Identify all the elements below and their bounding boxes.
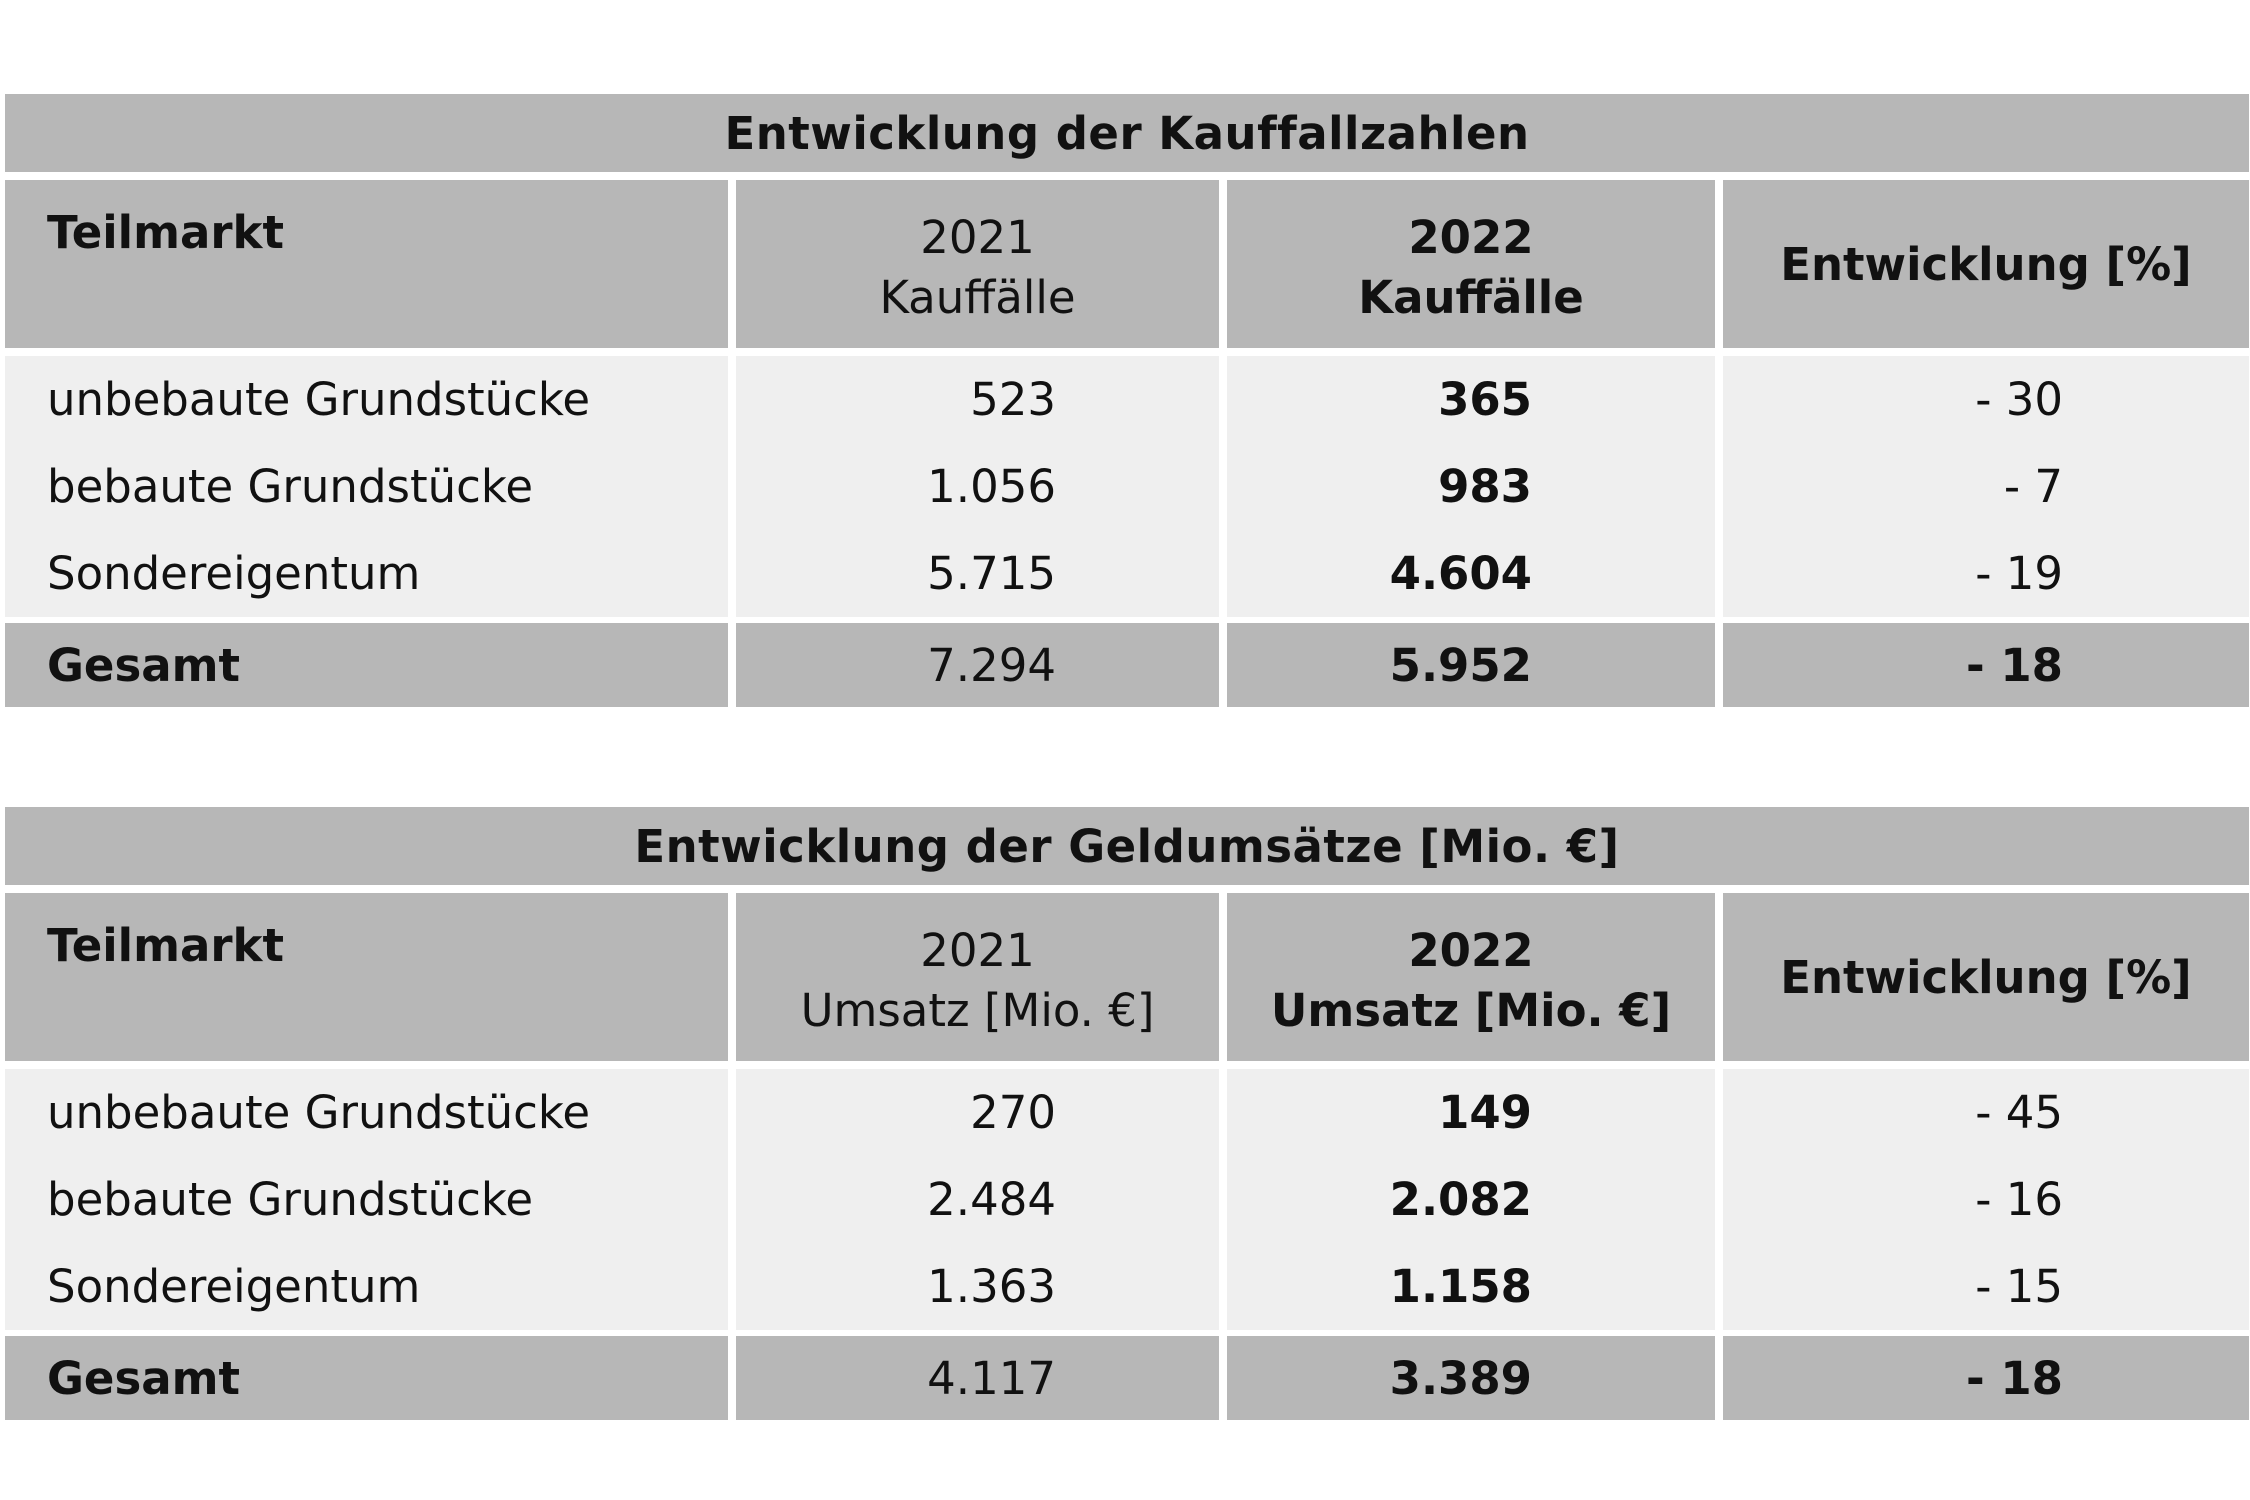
total-value-entwicklung: - 18 xyxy=(1723,623,2249,707)
header-entwicklung: Entwicklung [%] xyxy=(1723,180,2249,348)
header-2022 xyxy=(1227,180,1715,348)
total-value-entwicklung: - 18 xyxy=(1723,1336,2249,1420)
table-title: Entwicklung der Geldumsätze [Mio. €] xyxy=(5,807,2249,885)
row-value-entwicklung: - 30 xyxy=(1723,356,2249,443)
total-label: Gesamt xyxy=(5,1336,728,1420)
header-2022-year: 2022 xyxy=(1408,924,1534,977)
row-value-2021: 270 xyxy=(736,1069,1219,1156)
row-value-2021: 1.363 xyxy=(736,1243,1219,1330)
header-2021 xyxy=(736,893,1219,1061)
row-value-2022: 365 xyxy=(1227,356,1715,443)
row-value-entwicklung: - 7 xyxy=(1723,443,2249,530)
header-teilmarkt: Teilmarkt xyxy=(5,893,728,1061)
header-row xyxy=(5,180,2249,348)
header-2022-sub: Umsatz [Mio. €] xyxy=(1270,984,1672,1037)
geldumsaetze-table xyxy=(5,807,2249,1420)
row-value-2022: 2.082 xyxy=(1227,1156,1715,1243)
header-2021-sub: Umsatz [Mio. €] xyxy=(800,984,1155,1037)
header-2021-sub: Kauffälle xyxy=(879,271,1076,324)
row-label: bebaute Grundstücke xyxy=(5,1156,728,1243)
row-value-entwicklung: - 19 xyxy=(1723,530,2249,617)
row-value-entwicklung: - 15 xyxy=(1723,1243,2249,1330)
row-value-2021: 1.056 xyxy=(736,443,1219,530)
header-2022 xyxy=(1227,893,1715,1061)
table-title: Entwicklung der Kauffallzahlen xyxy=(5,94,2249,172)
header-teilmarkt: Teilmarkt xyxy=(5,180,728,348)
total-value-2022: 5.952 xyxy=(1227,623,1715,707)
row-label: bebaute Grundstücke xyxy=(5,443,728,530)
total-value-2021: 4.117 xyxy=(736,1336,1219,1420)
total-value-2022: 3.389 xyxy=(1227,1336,1715,1420)
header-2022-year: 2022 xyxy=(1408,211,1534,264)
header-2021-year: 2021 xyxy=(920,924,1035,977)
row-label: unbebaute Grundstücke xyxy=(5,356,728,443)
total-row xyxy=(5,623,2249,707)
total-label: Gesamt xyxy=(5,623,728,707)
row-value-2022: 1.158 xyxy=(1227,1243,1715,1330)
total-row xyxy=(5,1336,2249,1420)
row-label: Sondereigentum xyxy=(5,1243,728,1330)
header-2022-sub: Kauffälle xyxy=(1358,271,1584,324)
kauffallzahlen-table xyxy=(5,94,2249,707)
header-row xyxy=(5,893,2249,1061)
header-entwicklung: Entwicklung [%] xyxy=(1723,893,2249,1061)
row-value-entwicklung: - 16 xyxy=(1723,1156,2249,1243)
row-value-2022: 4.604 xyxy=(1227,530,1715,617)
row-value-entwicklung: - 45 xyxy=(1723,1069,2249,1156)
body-rows xyxy=(5,1069,2249,1330)
header-2021-year: 2021 xyxy=(920,211,1035,264)
row-value-2021: 523 xyxy=(736,356,1219,443)
header-2021 xyxy=(736,180,1219,348)
row-value-2021: 2.484 xyxy=(736,1156,1219,1243)
row-label: unbebaute Grundstücke xyxy=(5,1069,728,1156)
row-value-2022: 149 xyxy=(1227,1069,1715,1156)
row-label: Sondereigentum xyxy=(5,530,728,617)
body-rows xyxy=(5,356,2249,617)
row-value-2022: 983 xyxy=(1227,443,1715,530)
row-value-2021: 5.715 xyxy=(736,530,1219,617)
total-value-2021: 7.294 xyxy=(736,623,1219,707)
